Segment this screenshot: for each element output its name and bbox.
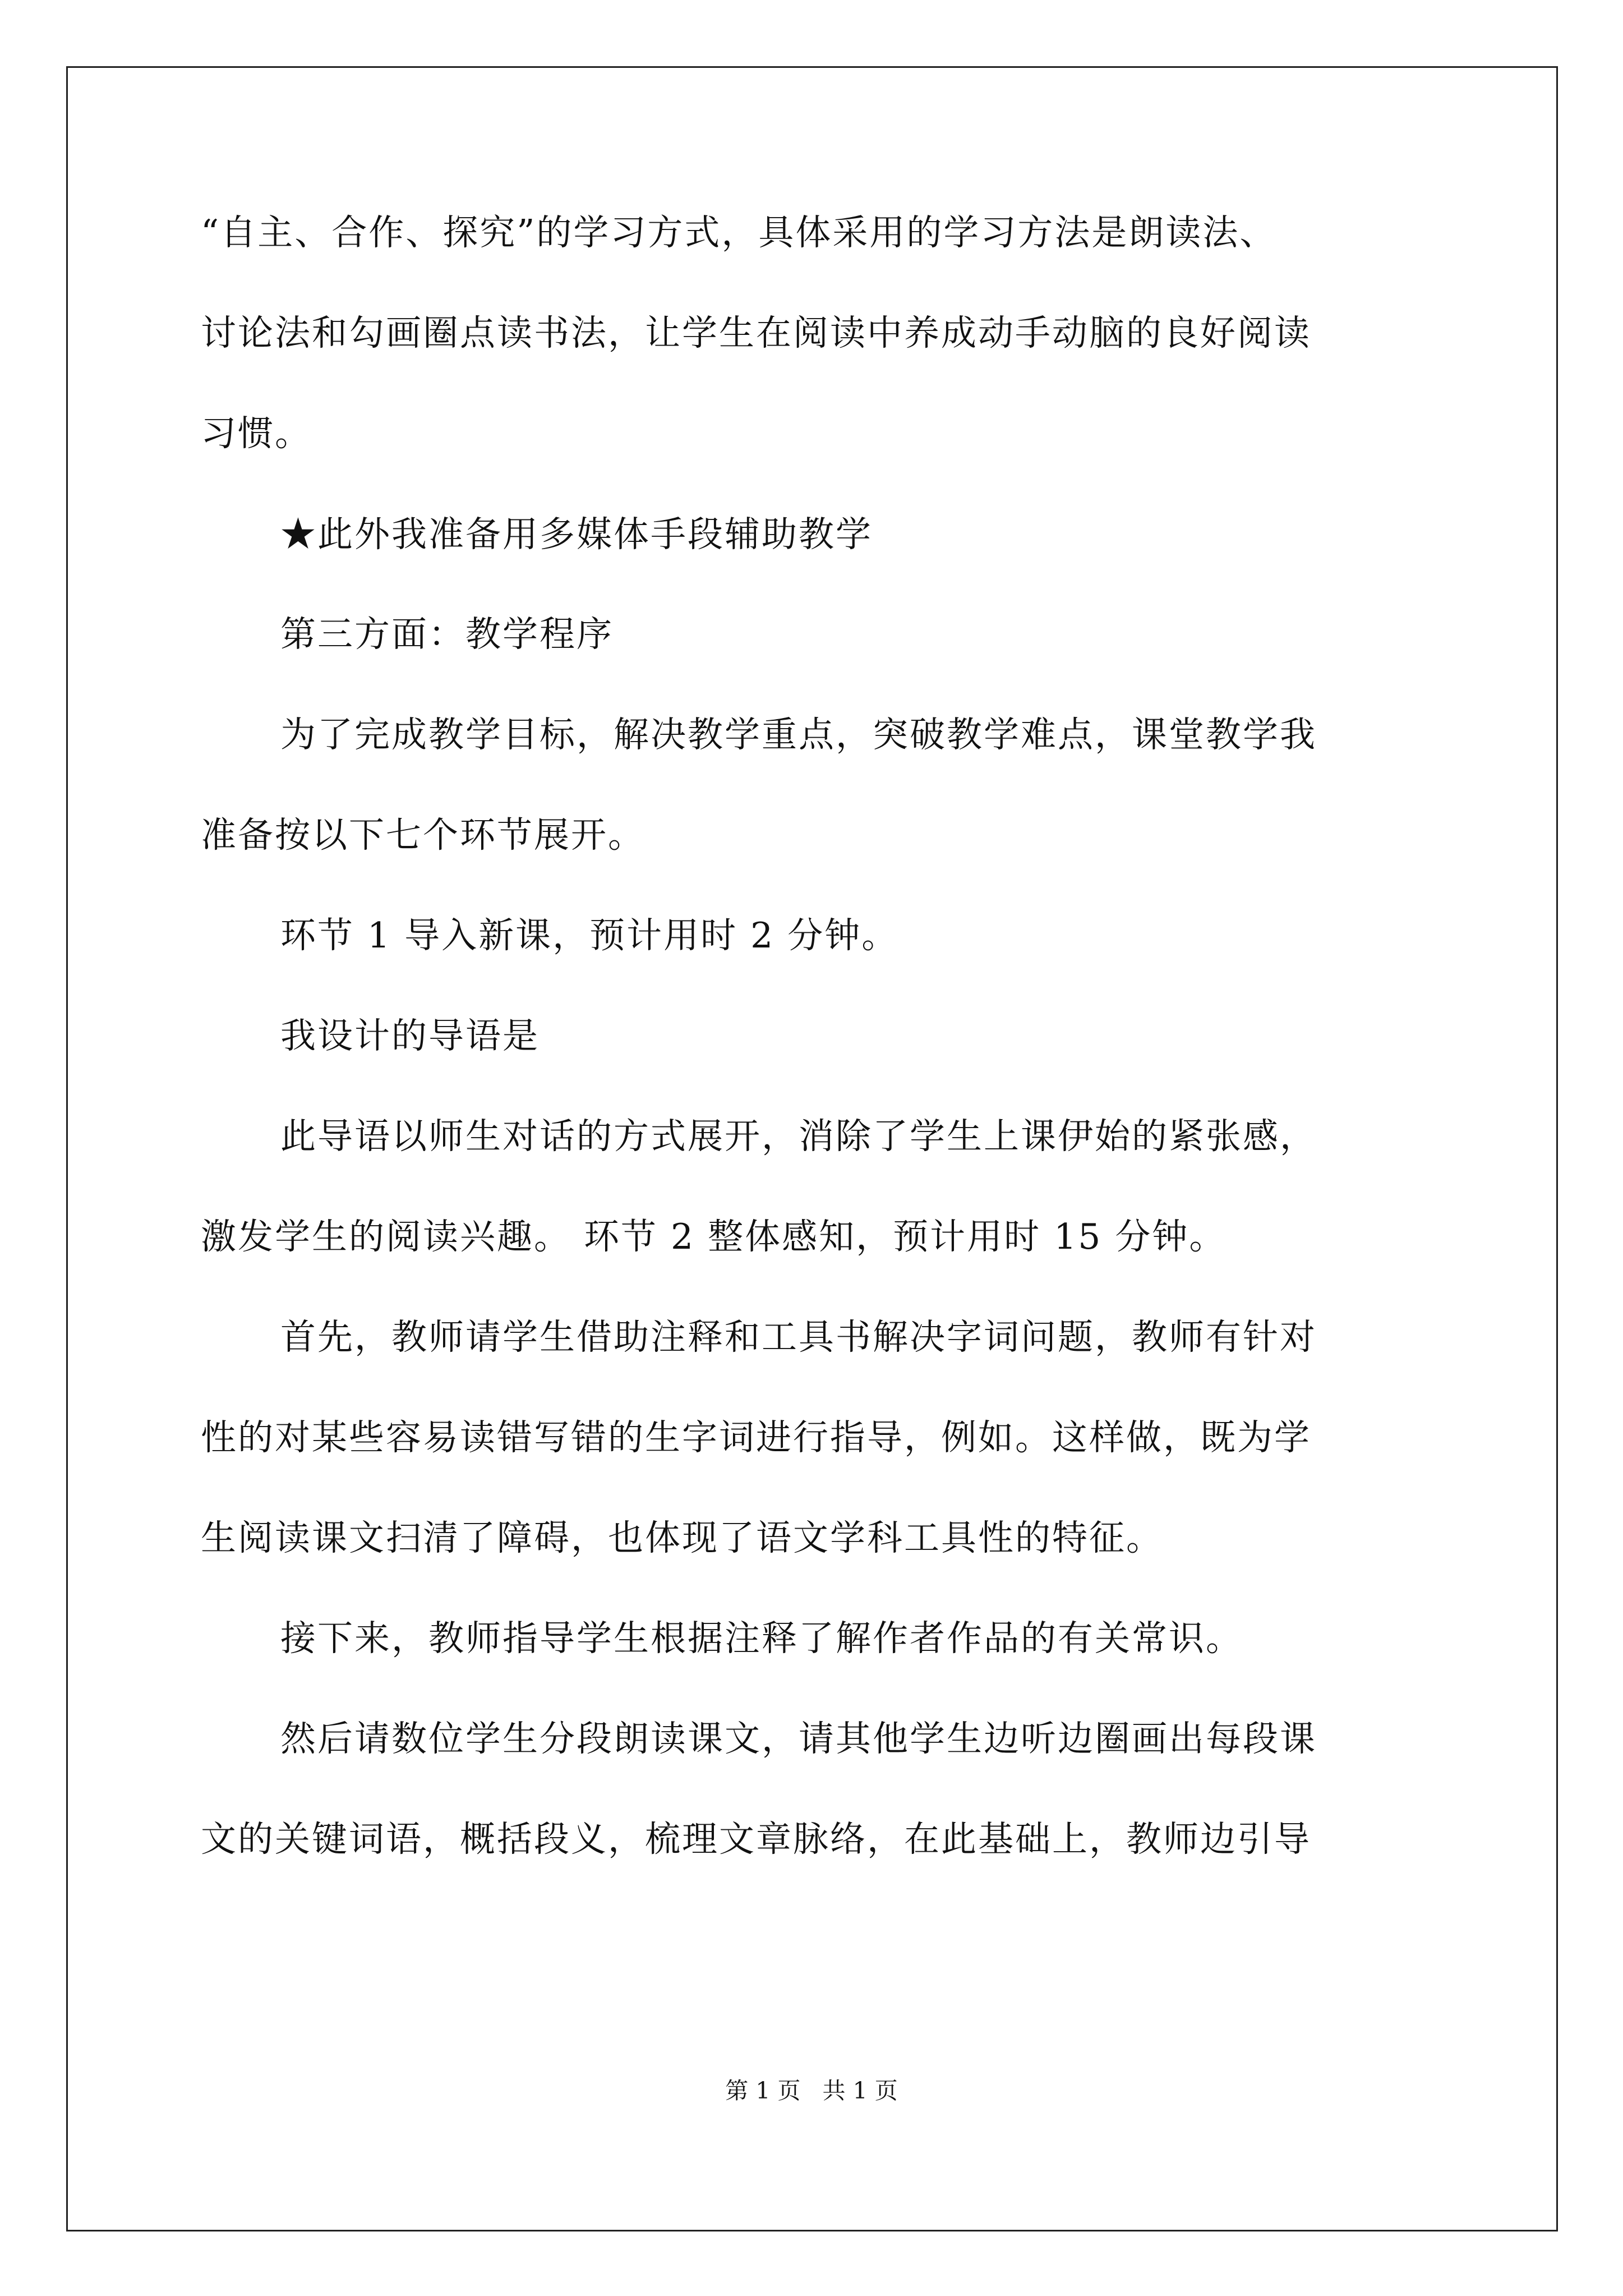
page-number-footer: 第 1 页 共 1 页 [725,2077,898,2104]
text-line-3: 习惯。 [201,413,312,454]
text-line-14: 生阅读课文扫清了障碍，也体现了语文学科工具性的特征。 [201,1517,1163,1558]
section-heading: 第三方面：教学程序 [280,614,614,655]
text-line-11: 激发学生的阅读兴趣。 环节 2 整体感知，预计用时 15 分钟。 [201,1216,1227,1257]
text-line-17: 文的关键词语，概括段义，梳理文章脉络，在此基础上，教师边引导 [201,1819,1311,1860]
text-line-9: 我设计的导语是 [280,1015,540,1056]
text-line-10: 此导语以师生对话的方式展开，消除了学生上课伊始的紧张感， [280,1116,1317,1157]
text-line-16: 然后请数位学生分段朗读课文，请其他学生边听边圈画出每段课 [280,1718,1317,1759]
text-line-13: 性的对某些容易读错写错的生字词进行指导，例如。这样做，既为学 [201,1417,1311,1458]
text-line-4: ★此外我准备用多媒体手段辅助教学 [280,514,873,555]
text-line-7: 准备按以下七个环节展开。 [201,815,645,855]
text-line-12: 首先，教师请学生借助注释和工具书解决字词问题，教师有针对 [280,1317,1317,1358]
text-line-8: 环节 1 导入新课，预计用时 2 分钟。 [280,915,899,956]
text-line-2: 讨论法和勾画圈点读书法，让学生在阅读中养成动手动脑的良好阅读 [201,312,1311,353]
text-line-1: “自主、合作、探究”的学习方式，具体采用的学习方法是朗读法、 [201,212,1277,253]
text-line-6: 为了完成教学目标，解决教学重点，突破教学难点，课堂教学我 [280,714,1317,755]
text-line-15: 接下来，教师指导学生根据注释了解作者作品的有关常识。 [280,1618,1243,1659]
